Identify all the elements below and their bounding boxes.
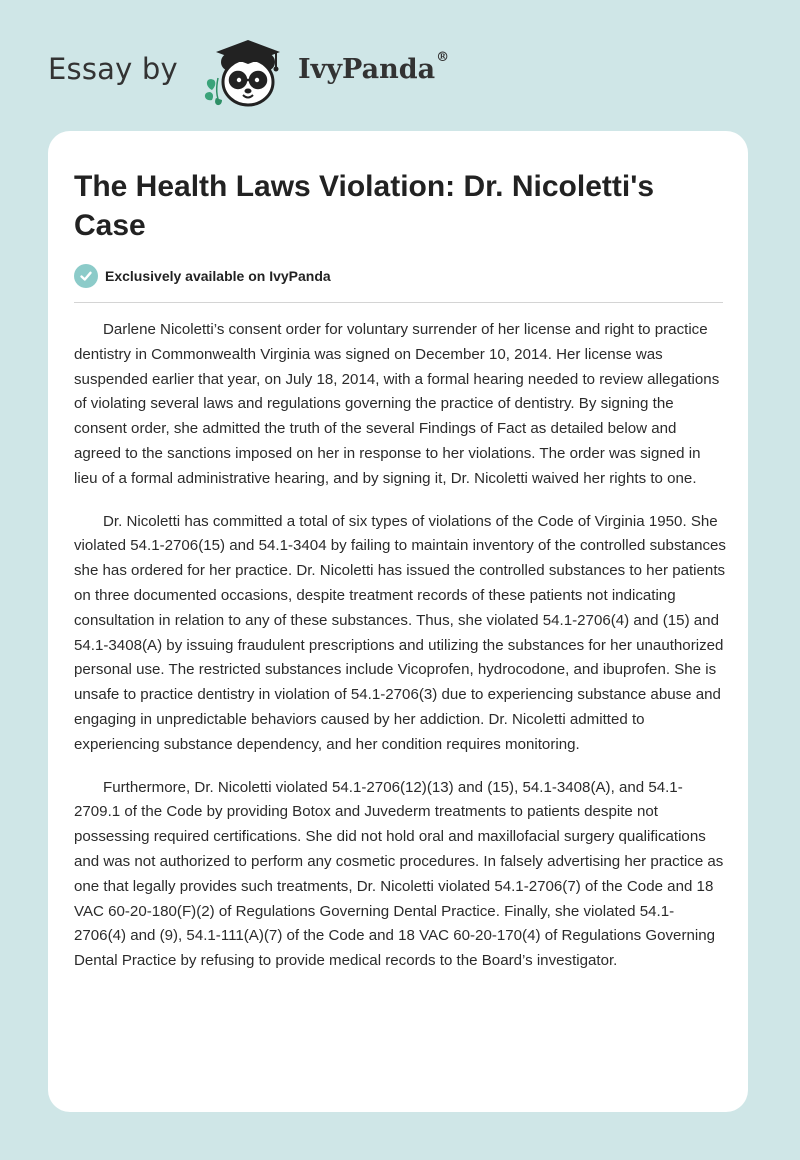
site-header: [48, 30, 508, 110]
article-title: The Health Laws Violation: Dr. Nicoletti's Case: [74, 170, 655, 242]
divider: [74, 302, 723, 303]
article-body: [74, 318, 726, 992]
checkmark-icon: [74, 264, 98, 288]
paragraph-3: Furthermore, Dr. Nicoletti violated 54.1-2706(12)(13) and (15), 54.1-3408(A), and 54.1-2709.1 of the Code by providing Botox and Juvederm treatments to patients despite not possessing required certifications. She did not hold oral and maxillofacial surgery qualifications and was not authorized to perform any cosmetic procedures. In falsely advertising her practice as one that legally provides such treatments, Dr. Nicoletti violated 54.1-2706(7) of the Code and 18 VAC 60-20-180(F)(2) of Regulations Governing Dental Practice. Finally, she violated 54.1-2706(4) and (9), 54.1-111(A)(7) of the Code and 18 VAC 60-20-170(4) of Regulations Governing Dental Practice by refusing to provide medical records to the Board’s investigator.: [74, 778, 724, 970]
paragraph-2: Dr. Nicoletti has committed a total of six types of violations of the Code of Virginia 1950. She violated 54.1-2706(15) and 54.1-3404 by failing to maintain inventory of the controlled substances she has ordered for her practice. Dr. Nicoletti has issued the controlled substances to her patients on three documented occasions, despite treatment records of these patients not indicating consultation in relation to any of these substances. Thus, she violated 54.1-2706(4) and (15) and 54.1-3408(A) by issuing fraudulent prescriptions and utilizing the substances for her unauthorized personal use. The restricted substances include Vicoprofen, hydrocodone, and ibuprofen. She is unsafe to practice dentistry in violation of 54.1-2706(3) due to experiencing substance abuse and engaging in unpredictable behaviors caused by her addiction. Dr. Nicoletti admitted to experiencing substance dependency, and her condition requires monitoring.: [74, 512, 726, 753]
panda-logo-icon[interactable]: [200, 36, 290, 110]
brand-text: IvyPanda: [298, 54, 436, 85]
essay-by-label: Essay by: [48, 52, 178, 86]
exclusive-label: Exclusively available on IvyPanda: [105, 268, 331, 284]
brand-name[interactable]: [298, 50, 450, 85]
registered-mark: ®: [436, 50, 450, 65]
paragraph-1: Darlene Nicoletti’s consent order for voluntary surrender of her license and right to practice dentistry in Commonwealth Virginia was signed on December 10, 2014. Her license was suspended earlier that year, on July 18, 2014, with a formal hearing needed to review allegations of violating several laws and regulations governing the practice of dentistry. By signing the consent order, she admitted the truth of the several Findings of Fact as detailed below and agreed to the sanctions imposed on her in response to her violations. The order was signed in lieu of a formal administrative hearing, and by signing it, Dr. Nicoletti waived her rights to one.: [74, 321, 720, 487]
exclusive-badge: [74, 264, 331, 288]
article-card: [48, 131, 748, 1112]
